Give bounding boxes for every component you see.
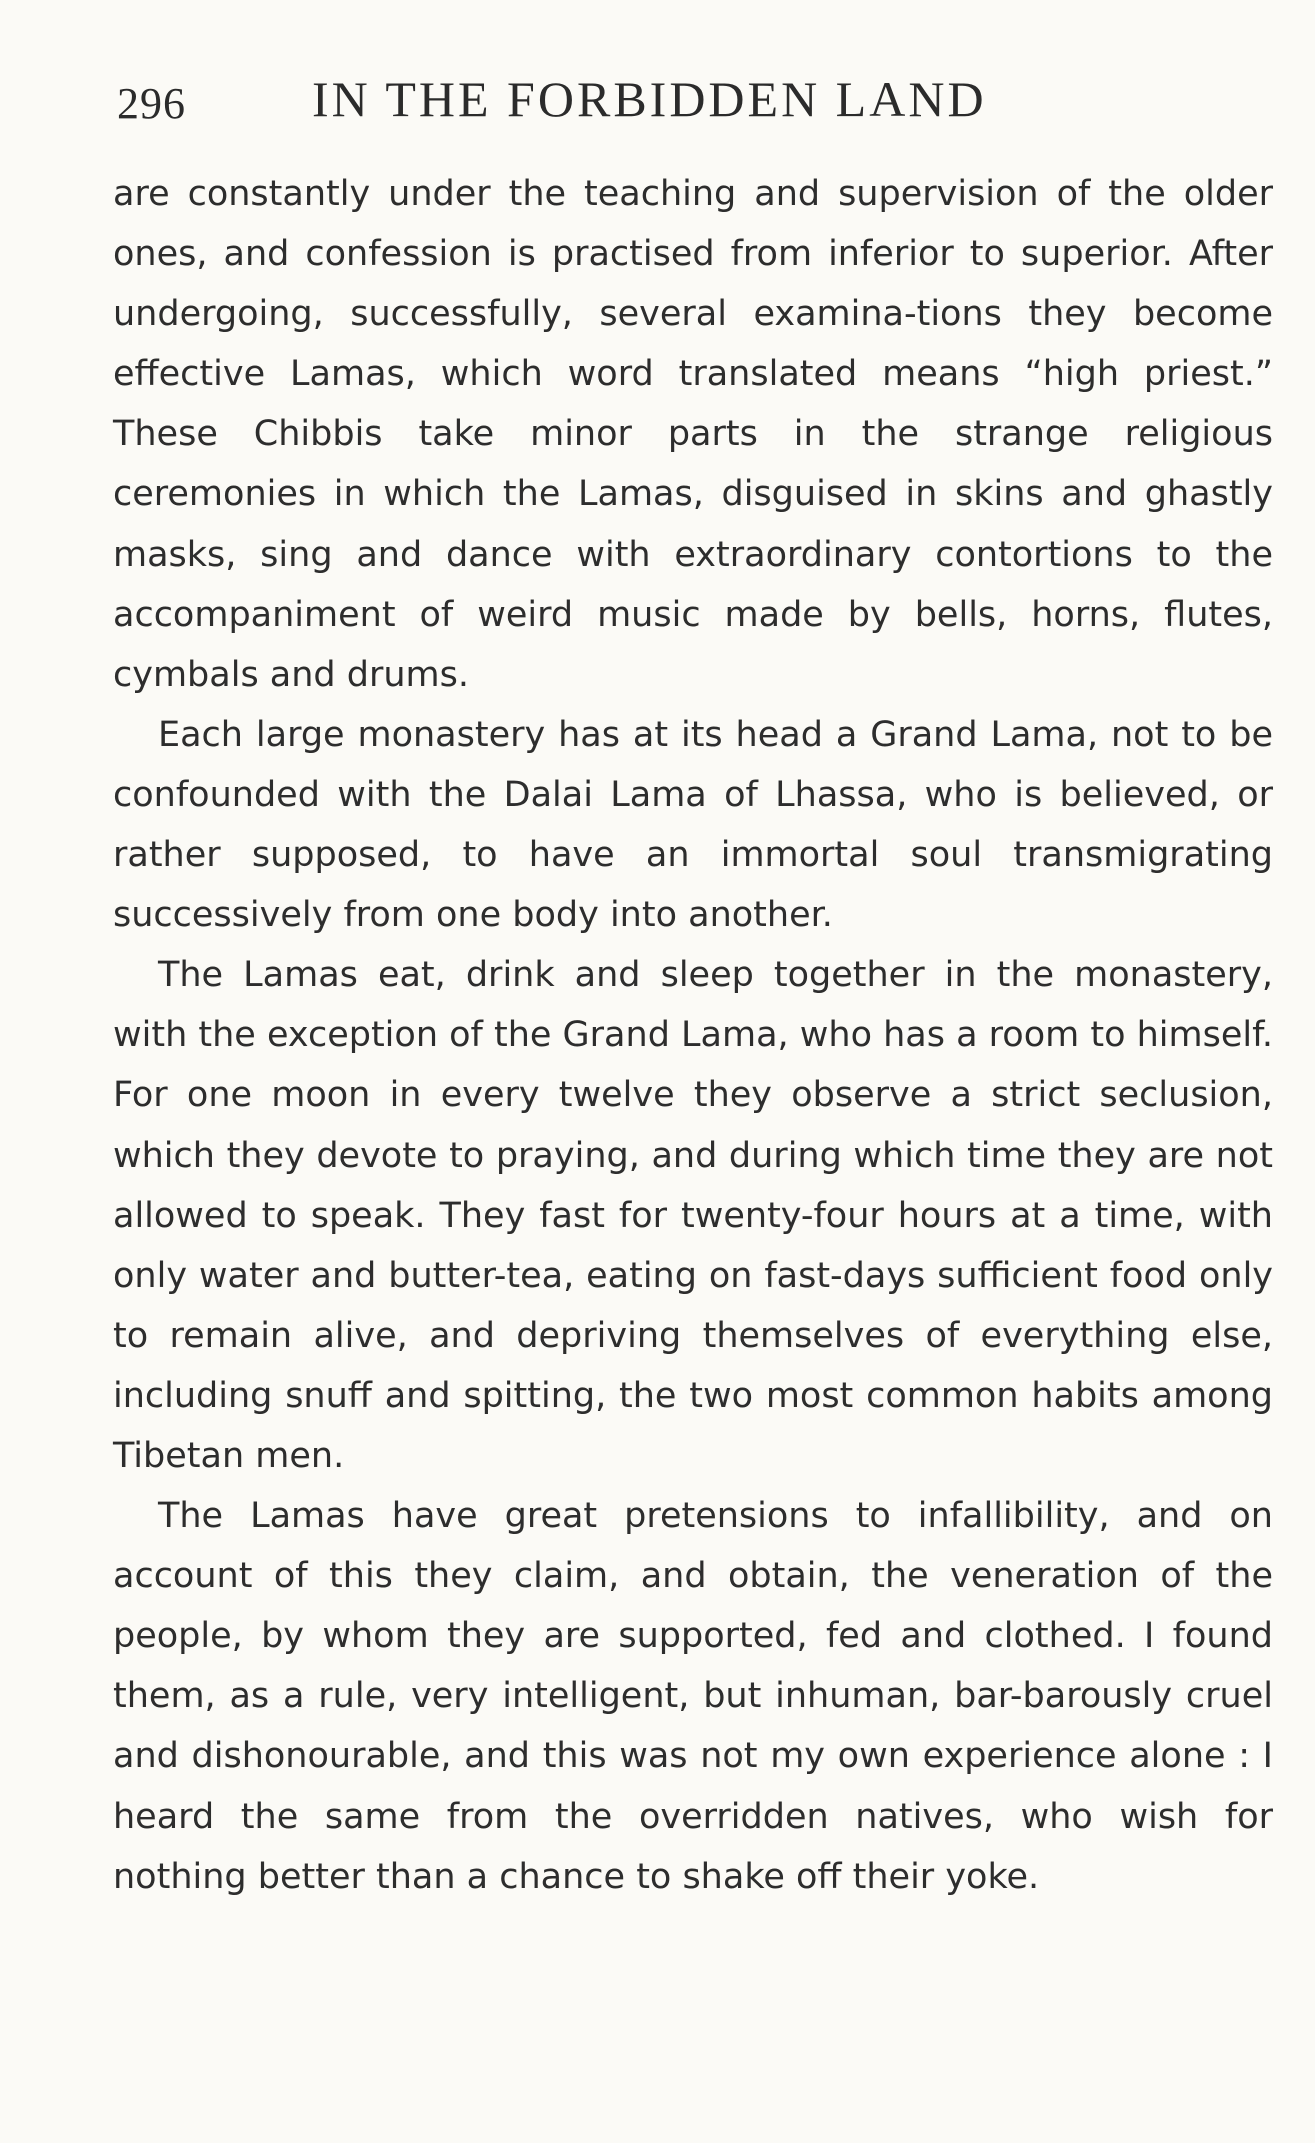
running-head (117, 70, 1217, 150)
paragraph: Each large monastery has at its head a Grand Lama, not to be confounded with the Dalai Lama of Lhassa, who is believed, or rather supposed, to have an immortal soul transmigrating successively from one body into another. (113, 714, 1273, 936)
body-text (113, 164, 1273, 1907)
paragraph: The Lamas eat, drink and sleep together in the monastery, with the exception of the Grand Lama, who has a room to himself. For one moon in every twelve they observe a strict seclusion, which they devote to praying, and during which time they are not allowed to speak. They fast for twenty-four hours at a time, with only water and butter-tea, eating on fast-days sufficient food only to remain alive, and depriving themselves of everything else, including snuff and spitting, the two most common habits among Tibetan men. (113, 955, 1274, 1476)
running-title: IN THE FORBIDDEN LAND (312, 71, 987, 127)
paragraph: The Lamas have great pretensions to infallibility, and on account of this they claim, and obtain, the veneration of the people, by whom they are supported, fed and clothed. I found them, as a rule, very intelligent, but inhuman, bar-barously cruel and dishonourable, and this was not my own experience alone : I heard the same from the overridden natives, who wish for nothing better than a chance to shake off their yoke. (113, 1496, 1273, 1897)
paragraph: are constantly under the teaching and supervision of the older ones, and confession is practised from inferior to superior. After undergoing, successfully, several examina-tions they become effective Lamas, which word translated means “high priest.” These Chibbis take minor parts in the strange religious ceremonies in which the Lamas, disguised in skins and ghastly masks, sing and dance with extraordinary contortions to the accompaniment of weird music made by bells, horns, flutes, cymbals and drums. (113, 174, 1273, 695)
page-number: 296 (117, 79, 186, 128)
